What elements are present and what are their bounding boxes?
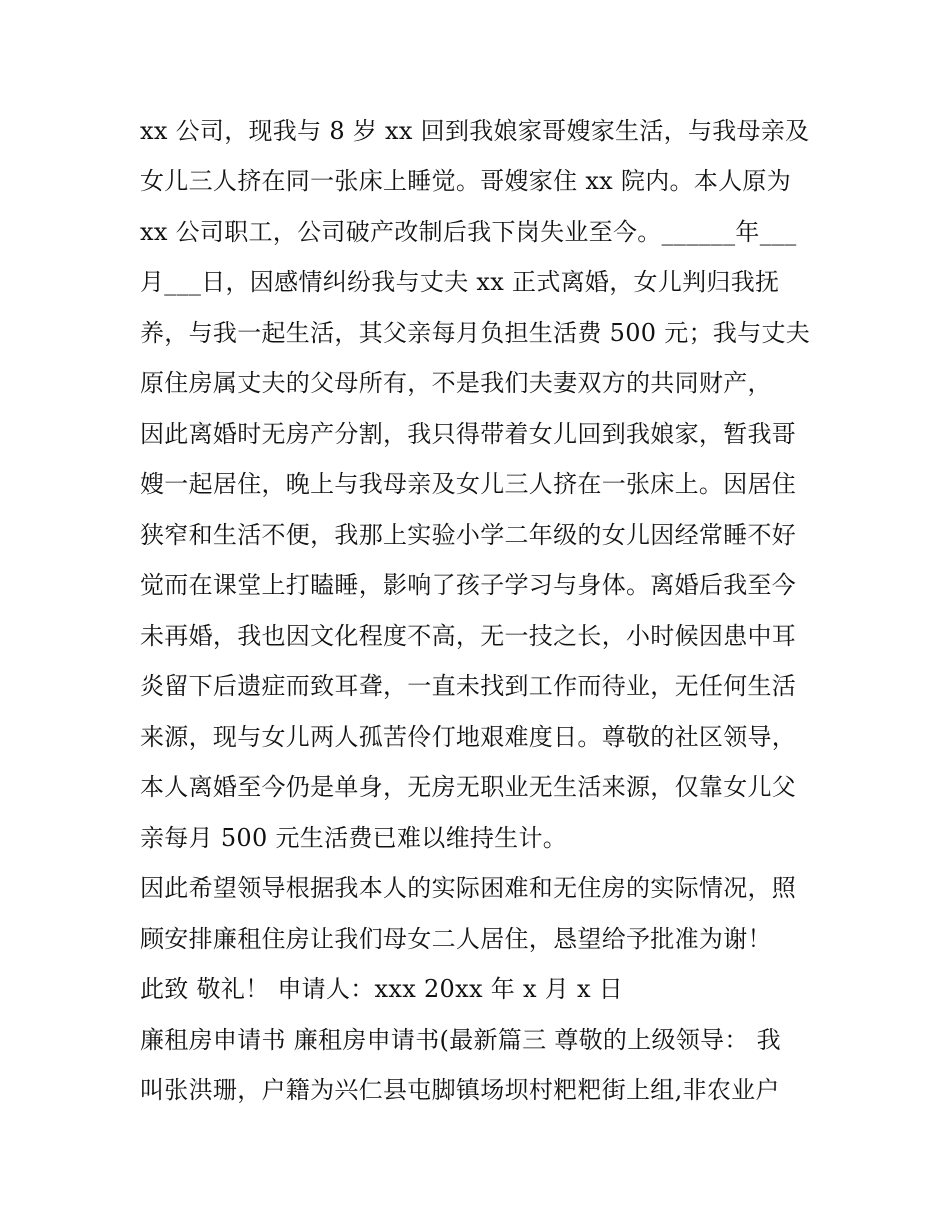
text-line: 未再婚，我也因文化程度不高，无一技之长，小时候因患中耳 bbox=[140, 622, 797, 650]
text-line: 此致 敬礼！ 申请人：xxx 20xx 年 x 月 x 日 bbox=[140, 975, 624, 1003]
text-line: 因此离婚时无房产分割，我只得带着女儿回到我娘家，暂我哥 bbox=[140, 420, 797, 448]
text-line: 狭窄和生活不便，我那上实验小学二年级的女儿因经常睡不好 bbox=[140, 521, 797, 549]
text-line: xx 公司职工，公司破产改制后我下岗失业至今。______年___ bbox=[140, 218, 797, 246]
text-line: 顾安排廉租住房让我们母女二人居住，恳望给予批准为谢！ bbox=[140, 925, 772, 953]
text-line: 本人离婚至今仍是单身，无房无职业无生活来源，仅靠女儿父 bbox=[140, 773, 797, 801]
text-line: 亲每月 500 元生活费已难以维持生计。 bbox=[140, 824, 568, 852]
text-line: 觉而在课堂上打瞌睡，影响了孩子学习与身体。离婚后我至今 bbox=[140, 571, 797, 599]
text-line: xx 公司，现我与 8 岁 xx 回到我娘家哥嫂家生活，与我母亲及 bbox=[140, 117, 810, 145]
text-line: 月___日，因感情纠纷我与丈夫 xx 正式离婚，女儿判归我抚 bbox=[140, 268, 780, 296]
text-line: 炎留下后遗症而致耳聋，一直未找到工作而待业，无任何生活 bbox=[140, 672, 797, 700]
text-line: 女儿三人挤在同一张床上睡觉。哥嫂家住 xx 院内。本人原为 bbox=[140, 167, 792, 195]
text-line: 因此希望领导根据我本人的实际困难和无住房的实际情况，照 bbox=[140, 874, 797, 902]
text-line: 原住房属丈夫的父母所有，不是我们夫妻双方的共同财产， bbox=[140, 369, 772, 397]
text-line: 养，与我一起生活，其父亲每月负担生活费 500 元；我与丈夫 bbox=[140, 319, 811, 347]
text-line: 叫张洪珊，户籍为兴仁县屯脚镇场坝村粑粑街上组,非农业户 bbox=[140, 1076, 780, 1104]
text-line: 嫂一起居住，晚上与我母亲及女儿三人挤在一张床上。因居住 bbox=[140, 470, 797, 498]
text-line: 廉租房申请书 廉租房申请书(最新篇三 尊敬的上级领导： 我 bbox=[140, 1026, 781, 1054]
text-line: 来源，现与女儿两人孤苦伶仃地艰难度日。尊敬的社区领导， bbox=[140, 723, 797, 751]
